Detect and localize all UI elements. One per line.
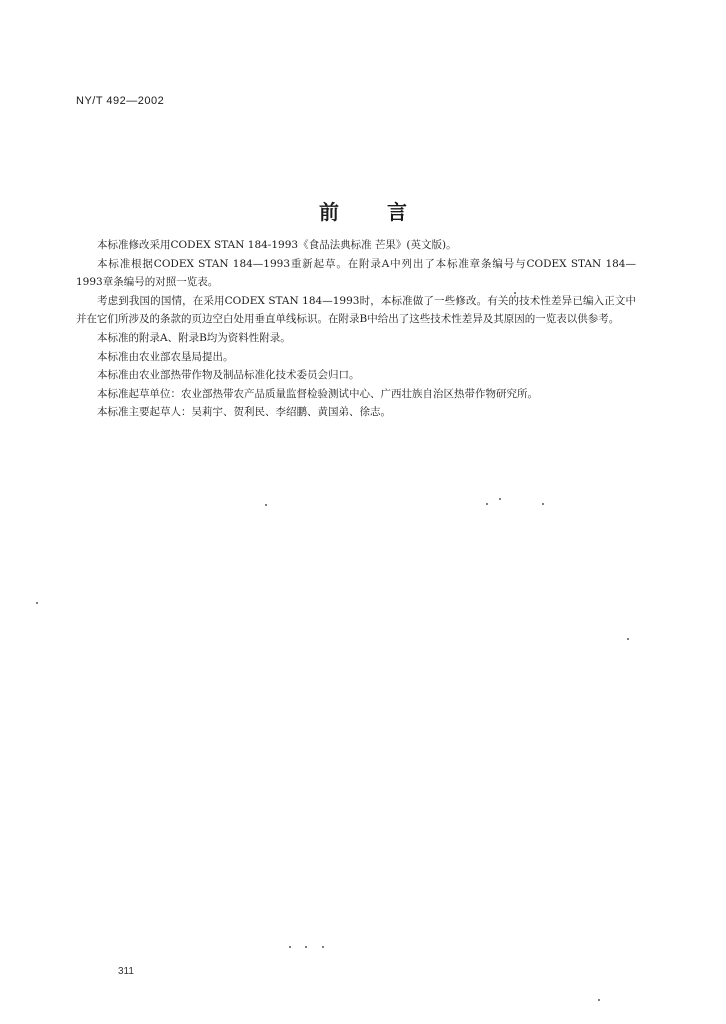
paragraph-committee: 本标准由农业部热带作物及制品标准化技术委员会归口。 bbox=[97, 369, 360, 382]
scan-speck bbox=[36, 602, 38, 604]
foreword-body bbox=[76, 236, 636, 422]
paragraph-drafters: 本标准主要起草人：吴莉宇、贺利民、李绍鹏、黄国弟、徐志。 bbox=[97, 406, 391, 419]
scan-speck bbox=[305, 946, 307, 948]
scan-speck bbox=[499, 498, 501, 500]
page-title: 前言 bbox=[319, 200, 455, 224]
paragraph-proposer: 本标准由农业部农垦局提出。 bbox=[97, 350, 234, 363]
scan-speck bbox=[542, 503, 544, 505]
paragraph-adoption: 本标准修改采用CODEX STAN 184-1993《食品法典标准 芒果》(英文版)。 bbox=[97, 239, 457, 251]
scan-speck bbox=[486, 503, 488, 505]
scan-speck bbox=[265, 504, 267, 506]
paragraph-drafting-units: 本标准起草单位：农业部热带农产品质量监督检验测试中心、广西壮族自治区热带作物研究所。 bbox=[97, 387, 538, 400]
scan-speck bbox=[289, 946, 291, 948]
page-number: 311 bbox=[118, 966, 134, 977]
paragraph-modifications: 考虑到我国的国情，在采用CODEX STAN 184—1993时，本标准做了一些修改。有关的技术性差异已编入正文中并在它们所涉及的条款的页边空白处用垂直单线标识。在附录B中给出了这些技术性差异及其原因的一览表以供参考。 bbox=[76, 294, 636, 326]
scan-speck bbox=[322, 946, 324, 948]
scan-speck bbox=[514, 292, 516, 294]
scan-speck bbox=[598, 999, 600, 1001]
document-code: NY/T 492—2002 bbox=[76, 95, 165, 107]
scan-speck bbox=[627, 638, 629, 640]
paragraph-redrafting: 本标准根据CODEX STAN 184—1993重新起草。在附录A中列出了本标准章条编号与CODEX STAN 184—1993章条编号的对照一览表。 bbox=[76, 257, 636, 289]
paragraph-annexes: 本标准的附录A、附录B均为资料性附录。 bbox=[97, 331, 291, 344]
